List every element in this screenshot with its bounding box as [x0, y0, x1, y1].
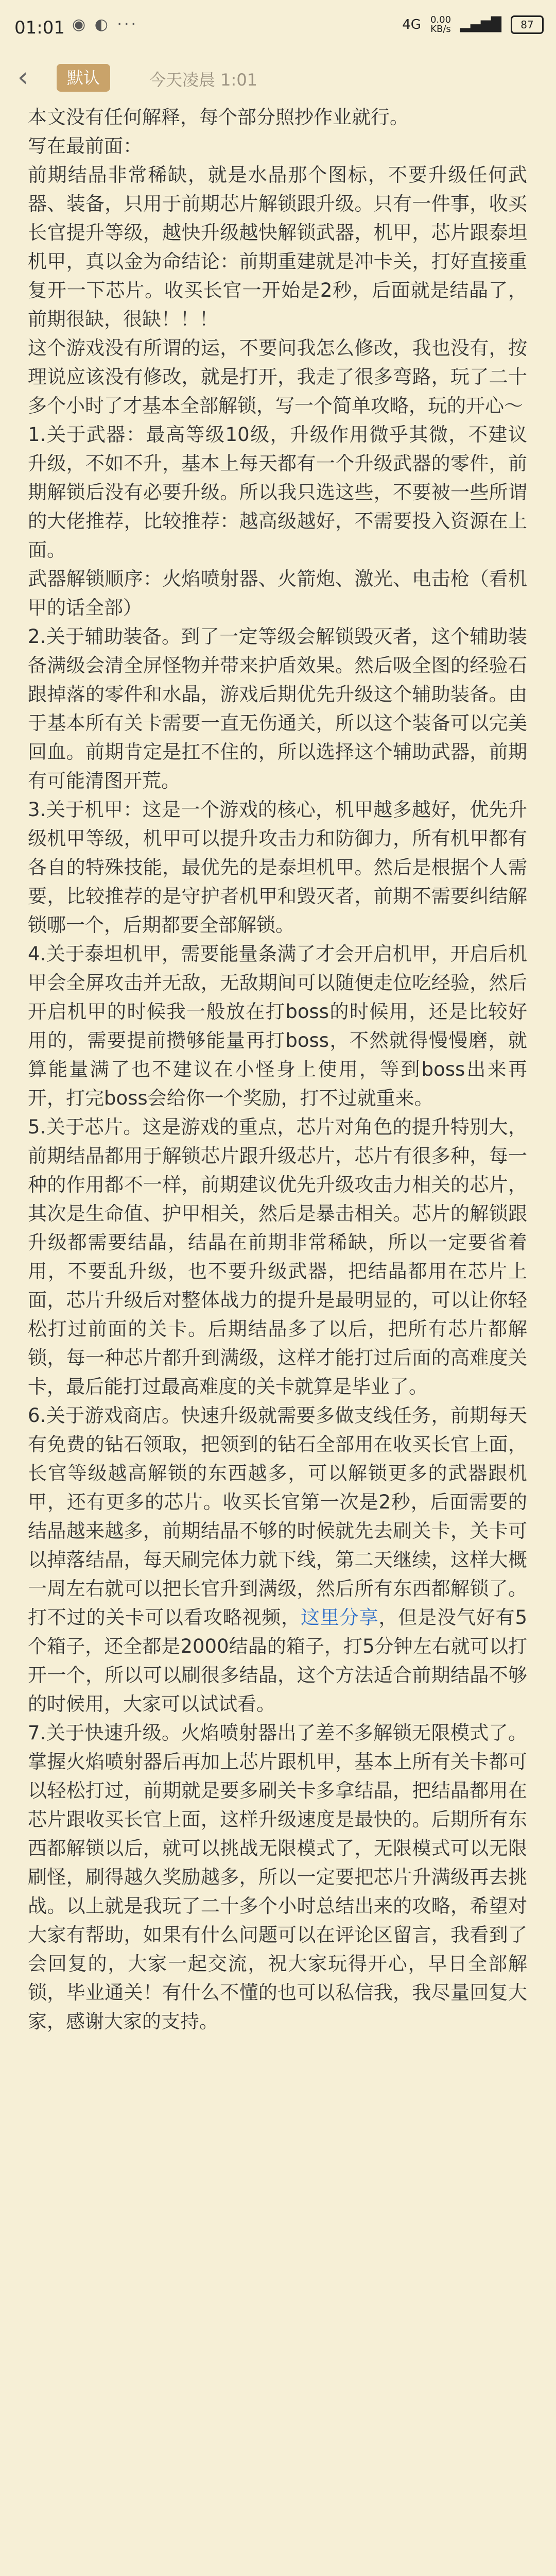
share-link[interactable]: 这里分享	[301, 1606, 379, 1629]
note-timestamp: 今天凌晨 1:01	[149, 70, 258, 90]
speed-unit: KB/s	[430, 24, 451, 35]
back-arrow-icon[interactable]: ‹	[18, 62, 28, 93]
note-text-continued: ，但是没气好有5个箱子，还全都是2000结晶的箱子，打5分钟左右就可以打开一个，所以可以刷很多结晶，这个方法适合前期结晶不够的时候用，大家可以试试看。 7.关于快速升级。火焰喷射器出了差不多解锁无限模式了。掌握火焰喷射器后再加上芯片跟机甲，基本上所有关卡都可以轻松打过，前期就是要多刷关卡多拿结晶，把结晶都用在芯片跟收买长官上面，这样升级速度是最快的。后期所有东西都解锁以后，就可以挑战无限模式了，无限模式可以无限刷怪，刷得越久奖励越多，所以一定要把芯片升满级再去挑战。以上就是我玩了二十多个小时总结出来的攻略，希望对大家有帮助，如果有什么问题可以在评论区留言，我看到了会回复的，大家一起交流，祝大家玩得开心，早日全部解锁，毕业通关！有什么不懂的也可以私信我，我尽量回复大家，感谢大家的支持。	[28, 1606, 528, 2032]
note-header	[0, 52, 556, 108]
signal-icon: ▂▄▆█	[460, 17, 501, 32]
note-body[interactable]	[28, 103, 527, 2036]
status-right	[402, 15, 544, 34]
status-time: 01:01	[14, 18, 65, 38]
speed-value: 0.00	[430, 14, 451, 25]
note-text: 本文没有任何解释，每个部分照抄作业就行。 写在最前面： 前期结晶非常稀缺，就是水晶那个图标，不要升级任何武器、装备，只用于前期芯片解锁跟升级。只有一件事，收买长官提升等级，越快升级越快解锁武器，机甲，芯片跟泰坦机甲，真以金为命结论：前期重建就是冲卡关，打好直接重复开一下芯片。收买长官一开始是2秒，后面就是结晶了，前期很缺，很缺！！！ 这个游戏没有所谓的运，不要问我怎么修改，我也没有，按理说应该没有修改，就是打开，我走了很多弯路，玩了二十多个小时了才基本全部解锁，写一个简单攻略，玩的开心～ 1.关于武器：最高等级10级，升级作用微乎其微，不建议升级，不如不升，基本上每天都有一个升级武器的零件，前期解锁后没有必要升级。所以我只选这些，不要被一些所谓的大佬推荐，比较推荐：越高级越好，不需要投入资源在上面。 武器解锁顺序：火焰喷射器、火箭炮、激光、电击枪（看机甲的话全部） 2.关于辅助装备。到了一定等级会解锁毁灭者，这个辅助装备满级会清全屏怪物并带来护盾效果。然后吸全图的经验石跟掉落的零件和水晶，游戏后期优先升级这个辅助装备。由于基本所有关卡需要一直无伤通关，所以这个装备可以完美回血。前期肯定是扛不住的，所以选择这个辅助武器，前期有可能清图开荒。 3.关于机甲：这是一个游戏的核心，机甲越多越好，优先升级机甲等级，机甲可以提升攻击力和防御力，所有机甲都有各自的特殊技能，最优先的是泰坦机甲。然后是根据个人需要，比较推荐的是守护者机甲和毁灭者，前期不需要纠结解锁哪一个，后期都要全部解锁。 4.关于泰坦机甲，需要能量条满了才会开启机甲，开启后机甲会全屏攻击并无敌，无敌期间可以随便走位吃经验，然后开启机甲的时候我一般放在打boss的时候用，还是比较好用的，需要提前攒够能量再打boss，不然就得慢慢磨，就算能量满了也不建议在小怪身上使用，等到boss出来再开，打完boss会给你一个奖励，打不过就重来。 5.关于芯片。这是游戏的重点，芯片对角色的提升特别大，前期结晶都用于解锁芯片跟升级芯片，芯片有很多种，每一种的作用都不一样，前期建议优先升级攻击力相关的芯片，其次是生命值、护甲相关，然后是暴击相关。芯片的解锁跟升级都需要结晶，结晶在前期非常稀缺，所以一定要省着用，不要乱升级，也不要升级武器，把结晶都用在芯片上面，芯片升级后对整体战力的提升是最明显的，可以让你轻松打过前面的关卡。后期结晶多了以后，把所有芯片都解锁，每一种芯片都升到满级，这样才能打过后面的高难度关卡，最后能打过最高难度的关卡就算是毕业了。 6.关于游戏商店。快速升级就需要多做支线任务，前期每天有免费的钻石领取，把领到的钻石全部用在收买长官上面，长官等级越高解锁的东西越多，可以解锁更多的武器跟机甲，还有更多的芯片。收买长官第一次是2秒，后面需要的结晶越来越多，前期结晶不够的时候就先去刷关卡，关卡可以掉落结晶，每天刷完体力就下线，第二天继续，这样大概一周左右就可以把长官升到满级，然后所有东西都解锁了。打不过的关卡可以看攻略视频，	[28, 106, 527, 1629]
notification-icons: ◉ ◐ ···	[72, 15, 138, 33]
status-bar	[0, 0, 556, 52]
folder-badge[interactable]: 默认	[57, 64, 110, 92]
battery-icon: 87	[511, 15, 544, 34]
network-label: 4G	[402, 17, 421, 32]
network-speed	[430, 15, 451, 34]
